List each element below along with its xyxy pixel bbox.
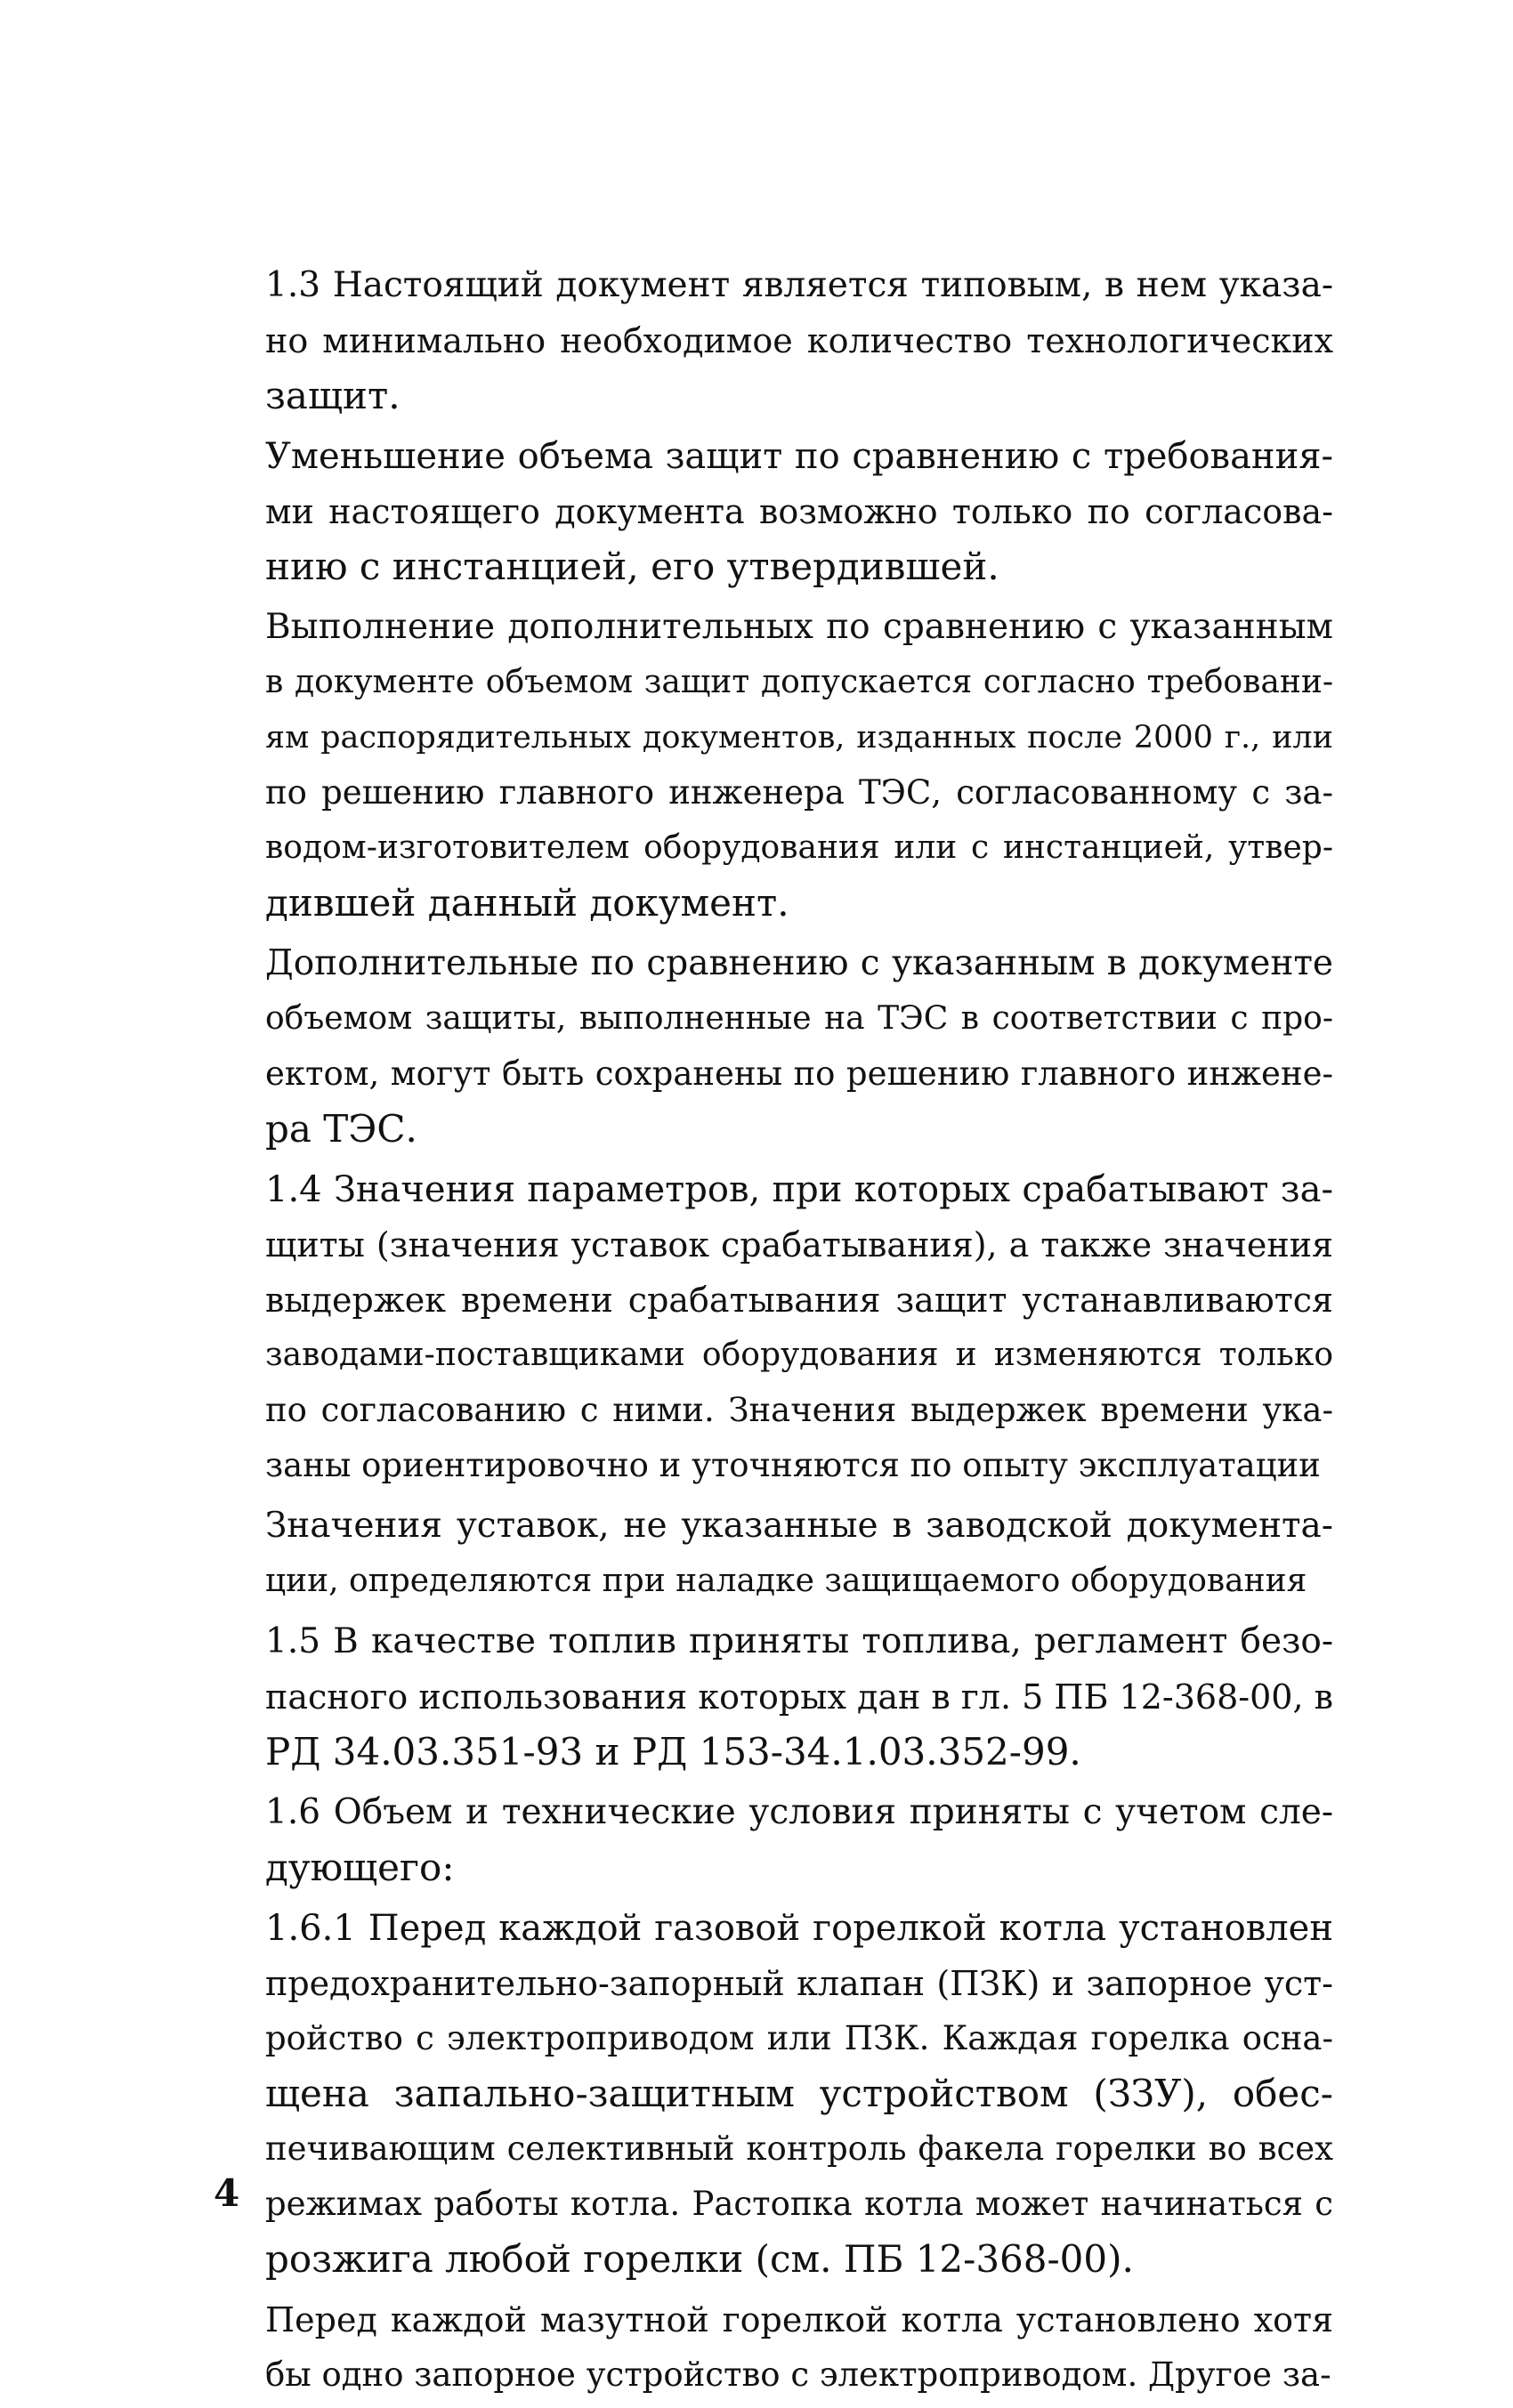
text-line: Дополнительные по сравнению с указанным в документе <box>265 943 1333 983</box>
text-line: ции, определяются при наладке защищаемого оборудования <box>265 1563 1307 1599</box>
paragraph-p-1-3 <box>265 258 1333 424</box>
text-line: розжига любой горелки (см. ПБ 12-368-00). <box>265 2237 1134 2281</box>
text-line: РД 34.03.351-93 и РД 153-34.1.03.352-99. <box>265 1730 1081 1774</box>
text-line: щена запально-защитным устройством (ЗЗУ), обес- <box>265 2072 1333 2115</box>
text-line: предохранительно-запорный клапан (ПЗК) и запорное уст- <box>265 1964 1333 2003</box>
text-line: ройство с электроприводом или ПЗК. Каждая горелка осна- <box>265 2019 1333 2057</box>
text-line: печивающим селективный контроль факела горелки во всех <box>265 2129 1333 2168</box>
text-line: дившей данный документ. <box>265 881 789 925</box>
paragraph-p-additional <box>265 600 1333 931</box>
text-line: ям распорядительных документов, изданных после 2000 г., или <box>265 720 1333 756</box>
text-line: ектом, могут быть сохранены по решению главного инжене- <box>265 1055 1333 1093</box>
text-line: 1.5 В качестве топлив приняты топлива, регламент безо- <box>265 1621 1333 1661</box>
text-line: водом-изготовителем оборудования или с инстанцией, утвер- <box>265 829 1333 866</box>
text-line: но минимально необходимое количество технологических <box>265 321 1333 360</box>
paragraph-p-1-6-1 <box>265 1901 1333 2287</box>
paragraph-p-1-6 <box>265 1785 1333 1895</box>
text-line: щиты (значения уставок срабатывания), а также значения <box>265 1225 1333 1265</box>
text-line: по решению главного инженера ТЭС, согласованному с за- <box>265 773 1333 812</box>
text-line: бы одно запорное устройство с электроприводом. Другое за- <box>265 2355 1331 2394</box>
text-line: дующего: <box>265 1846 455 1889</box>
text-line: 1.6.1 Перед каждой газовой горелкой котла установлен <box>265 1908 1333 1949</box>
text-line: выдержек времени срабатывания защит устанавливаются <box>265 1281 1333 1320</box>
body-text <box>265 258 1333 2408</box>
text-line: режимах работы котла. Растопка котла может начинаться с <box>265 2185 1333 2223</box>
page-number: 4 <box>214 2171 240 2215</box>
text-line: пасного использования которых дан в гл. 5 ПБ 12-368-00, в <box>265 1677 1333 1717</box>
paragraph-p-settings <box>265 1499 1333 1609</box>
text-line: в документе объемом защит допускается согласно требовани- <box>265 664 1333 700</box>
paragraph-p-1-4 <box>265 1162 1333 1493</box>
text-line: объемом защиты, выполненные на ТЭС в соответствии с про- <box>265 1000 1333 1037</box>
text-line: ра ТЭС. <box>265 1107 417 1151</box>
text-line: 1.6 Объем и технические условия приняты с учетом сле- <box>265 1792 1333 1832</box>
text-line: Перед каждой мазутной горелкой котла установлено хотя <box>265 2300 1333 2339</box>
text-line: 1.3 Настоящий документ является типовым, в нем указа- <box>265 265 1333 305</box>
text-line: Уменьшение объема защит по сравнению с требования- <box>265 436 1333 477</box>
paragraph-p-mazut <box>265 2292 1333 2403</box>
paragraph-p-reduction <box>265 429 1333 594</box>
paragraph-p-1-5 <box>265 1614 1333 1780</box>
text-line: Значения уставок, не указанные в заводской документа- <box>265 1506 1333 1546</box>
text-line: Выполнение дополнительных по сравнению с указанным <box>265 607 1333 647</box>
text-line: нию с инстанцией, его утвердившей. <box>265 545 999 588</box>
text-line: заводами-поставщиками оборудования и изменяются только <box>265 1337 1333 1373</box>
text-line: заны ориентировочно и уточняются по опыту эксплуатации <box>265 1446 1321 1484</box>
text-line: по согласованию с ними. Значения выдержек времени ука- <box>265 1391 1333 1429</box>
paragraph-p-additional-2 <box>265 936 1333 1157</box>
text-line: 1.4 Значения параметров, при которых срабатывают за- <box>265 1169 1333 1210</box>
text-line: ми настоящего документа возможно только по согласова- <box>265 492 1333 531</box>
text-line: защит. <box>265 374 400 417</box>
